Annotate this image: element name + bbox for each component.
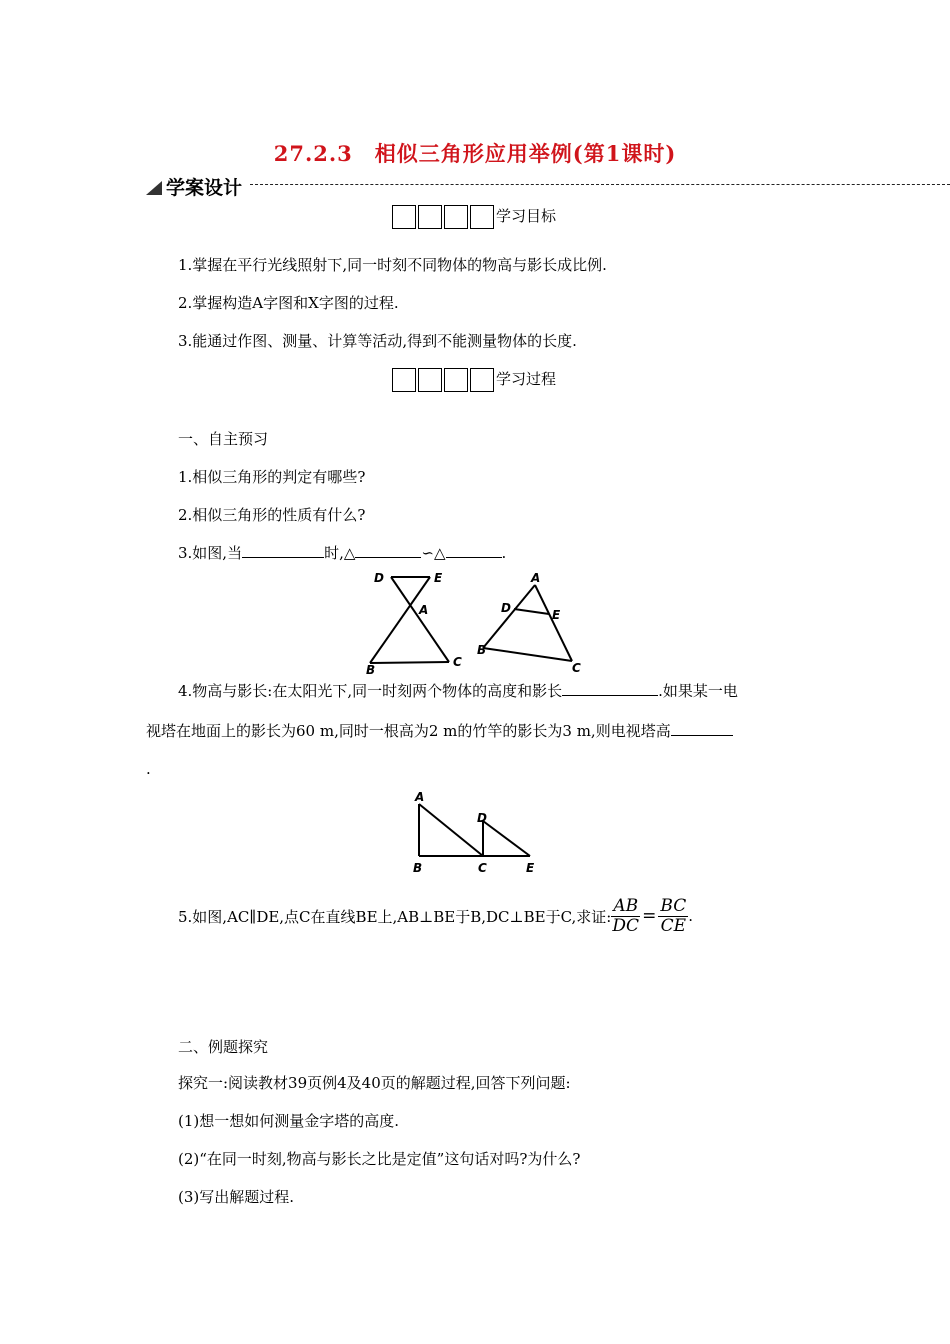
goal-item-1: 1.掌握在平行光线照射下,同一时刻不同物体的物高与影长成比例. — [178, 256, 607, 274]
q4-text-a: 4.物高与影长:在太阳光下,同一时刻两个物体的高度和影长 — [178, 682, 563, 700]
q5-text: 5.如图,AC∥DE,点C在直线BE上,AB⊥BE于B,DC⊥BE于C,求证: — [178, 907, 612, 926]
label-b: B — [366, 663, 376, 676]
answer-blank[interactable] — [242, 557, 324, 558]
figure-x-shape — [360, 566, 480, 676]
triangle-icon — [146, 181, 162, 195]
explore-item-1: (1)想一想如何测量金字塔的高度. — [178, 1112, 400, 1130]
question-4-line1 — [178, 680, 738, 701]
heading-boxes — [392, 205, 496, 229]
answer-blank[interactable] — [562, 695, 658, 696]
goals-heading — [392, 205, 556, 229]
answer-blank[interactable] — [355, 557, 421, 558]
label-c: C — [572, 661, 581, 674]
frac-numerator: BC — [660, 895, 687, 916]
q3-sim: ∽△ — [421, 544, 446, 562]
label-c: C — [453, 655, 462, 669]
question-4-line2 — [146, 720, 733, 741]
label-c: C — [478, 861, 487, 875]
heading-boxes — [392, 368, 496, 392]
q4-text-b: .如果某一电 — [658, 682, 738, 700]
q3-prefix: 3.如图,当 — [178, 544, 243, 562]
figure-a-shape — [474, 568, 594, 674]
question-5 — [178, 895, 693, 937]
dotted-divider — [250, 184, 950, 185]
frac-denominator: CE — [660, 915, 687, 936]
frac-denominator: DC — [612, 915, 640, 936]
answer-blank[interactable] — [446, 557, 502, 558]
goal-item-3: 3.能通过作图、测量、计算等活动,得到不能测量物体的长度. — [178, 332, 577, 350]
banner-label: 学案设计 — [166, 177, 243, 199]
q4-text-c: 视塔在地面上的影长为60 m,同时一根高为2 m的竹竿的影长为3 m,则电视塔高 — [146, 722, 671, 740]
label-d: D — [501, 601, 511, 615]
part1-heading: 一、自主预习 — [178, 430, 269, 448]
label-b: B — [477, 643, 487, 657]
label-d: D — [477, 811, 487, 825]
part2-heading: 二、例题探究 — [178, 1038, 269, 1056]
section-banner — [146, 173, 242, 200]
fraction-bc-ce — [658, 897, 688, 936]
question-2: 2.相似三角形的性质有什么? — [178, 506, 366, 524]
frac-numerator: AB — [613, 895, 639, 916]
q5-end: . — [688, 907, 693, 925]
label-d: D — [374, 571, 384, 585]
label-a: A — [415, 790, 425, 804]
page-title: 27.2.3 相似三角形应用举例(第1课时) — [273, 141, 677, 166]
q3-end: . — [501, 544, 507, 562]
figure-right-triangles — [408, 788, 548, 878]
question-1: 1.相似三角形的判定有哪些? — [178, 468, 366, 486]
q3-mid: 时,△ — [324, 544, 356, 562]
label-b: B — [413, 861, 423, 875]
goals-heading-label: 学习目标 — [496, 207, 557, 225]
fraction-ab-dc — [611, 897, 640, 936]
process-heading-label: 学习过程 — [496, 370, 557, 388]
question-4-line3: . — [146, 760, 151, 778]
explore-intro: 探究一:阅读教材39页例4及40页的解题过程,回答下列问题: — [178, 1074, 571, 1092]
explore-item-2: (2)“在同一时刻,物高与影长之比是定值”这句话对吗?为什么? — [178, 1150, 581, 1168]
process-heading — [392, 368, 556, 392]
explore-item-3: (3)写出解题过程. — [178, 1188, 295, 1206]
goal-item-2: 2.掌握构造A字图和X字图的过程. — [178, 294, 399, 312]
answer-blank[interactable] — [671, 735, 733, 736]
label-a: A — [531, 571, 541, 585]
label-e: E — [526, 861, 535, 875]
label-e: E — [552, 608, 561, 622]
label-a: A — [419, 603, 429, 617]
question-3 — [178, 542, 506, 563]
equals-sign: = — [642, 906, 657, 926]
label-e: E — [434, 571, 443, 585]
